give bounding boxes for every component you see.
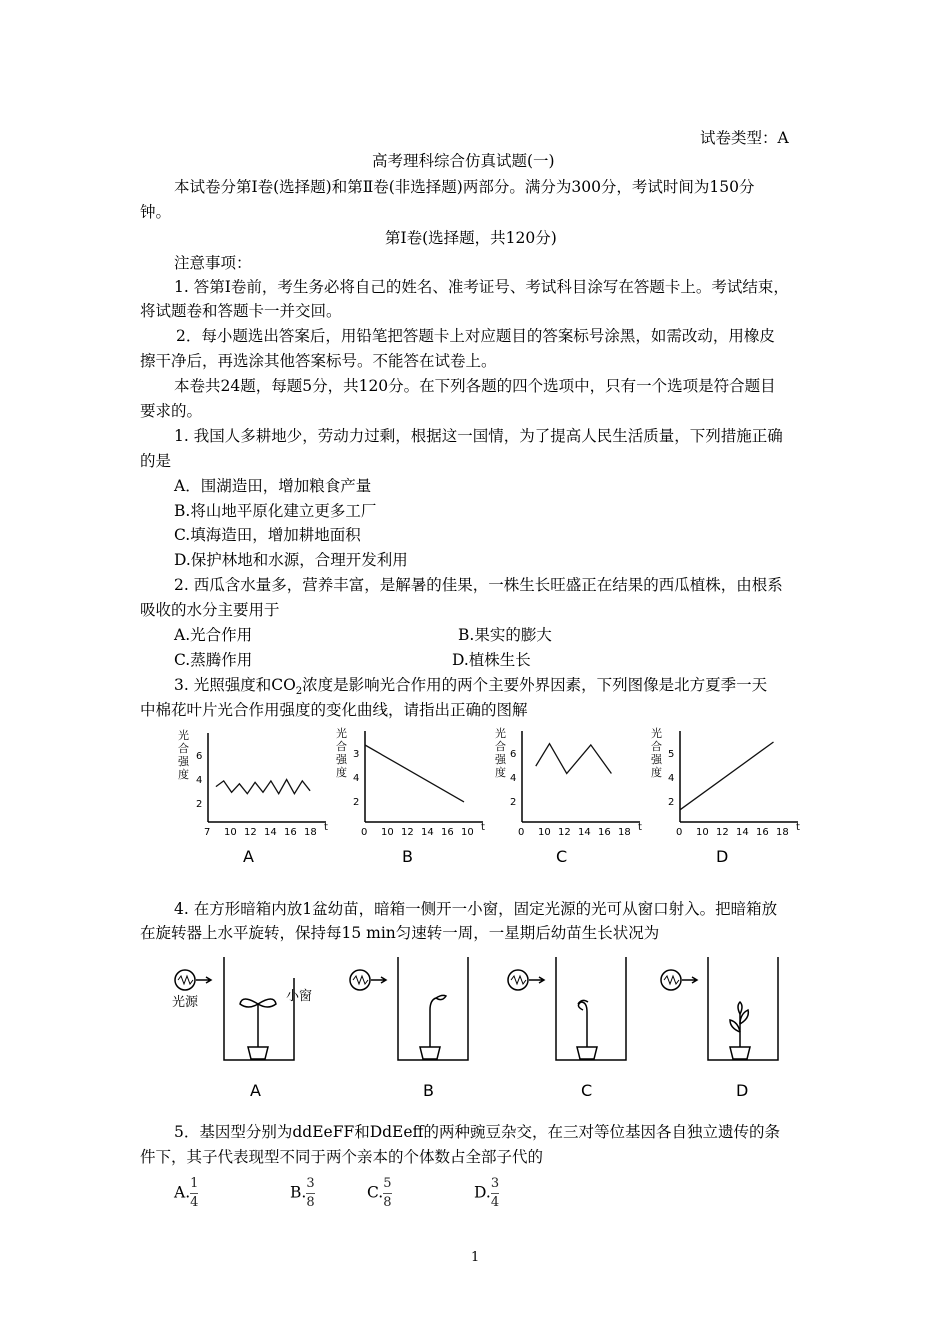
x-tick-label: 10 xyxy=(696,827,709,838)
note-3-line-2: 要求的。 xyxy=(140,402,203,420)
x-tick-label: 10 xyxy=(538,827,551,838)
q1-option-a: A．围湖造田，增加粮食产量 xyxy=(174,477,372,495)
chart-caption: B xyxy=(402,847,413,866)
intro-line-2: 钟。 xyxy=(140,203,172,221)
y-tick-label: 5 xyxy=(668,749,675,760)
x-tick-label: 10 xyxy=(381,827,394,838)
y-axis-label-char: 合 xyxy=(495,740,506,753)
q4-figure xyxy=(0,950,950,1100)
x-tick-label: 16 xyxy=(284,827,297,838)
y-axis-label-char: 度 xyxy=(178,768,189,781)
light-source-icon xyxy=(175,970,211,990)
fraction: $\frac{3}{4}$ xyxy=(490,1176,500,1210)
y-tick-label: 4 xyxy=(353,773,360,784)
q2-stem-1: 2. 西瓜含水量多，营养丰富，是解暑的佳果，一株生长旺盛正在结果的西瓜植株，由根系 xyxy=(174,576,783,594)
q2-stem-2: 吸收的水分主要用于 xyxy=(140,601,280,619)
y-tick-label: 2 xyxy=(668,797,675,808)
y-tick-label: 2 xyxy=(353,797,360,808)
seedling-icon xyxy=(577,1000,597,1059)
note-3-line-1: 本卷共24题，每题5分，共120分。在下列各题的四个选项中，只有一个选项是符合题目 xyxy=(174,377,776,395)
x-tick-label: 18 xyxy=(304,827,317,838)
x-axis-label: t xyxy=(481,822,485,833)
seedling-icon xyxy=(420,995,446,1059)
x-tick-label: 14 xyxy=(578,827,591,838)
x-tick-label: 12 xyxy=(558,827,571,838)
y-axis-label-char: 度 xyxy=(336,766,347,779)
x-tick-label: 12 xyxy=(716,827,729,838)
q1-option-c: C.填海造田，增加耕地面积 xyxy=(174,526,361,544)
chart-caption: C xyxy=(556,847,568,866)
paper-type: 试卷类型：A xyxy=(700,129,789,147)
y-tick-label: 4 xyxy=(510,773,517,784)
q2-option-a: A.光合作用 xyxy=(174,626,253,644)
q5-option-d: D. $\frac{3}{4}$ xyxy=(474,1176,500,1210)
notes-heading: 注意事项： xyxy=(174,254,252,272)
y-tick-label: 6 xyxy=(196,751,203,762)
y-axis-label-char: 度 xyxy=(651,766,662,779)
series-line xyxy=(216,780,310,794)
intro-line-1: 本试卷分第Ⅰ卷(选择题)和第Ⅱ卷(非选择题)两部分。满分为300分，考试时间为150分 xyxy=(174,178,755,196)
fraction: $\frac{5}{8}$ xyxy=(383,1176,392,1210)
x-tick-label: 7 xyxy=(204,827,211,838)
chart-caption: D xyxy=(716,847,729,866)
q5-stem-2: 件下，其子代表现型不同于两个亲本的个体数占全部子代的 xyxy=(140,1148,544,1166)
y-tick-label: 2 xyxy=(196,799,203,810)
section-title: 第Ⅰ卷(选择题，共120分) xyxy=(385,229,557,247)
page-title: 高考理科综合仿真试题(一) xyxy=(372,152,555,170)
x-tick-label: 0 xyxy=(676,827,683,838)
fraction: $\frac{1}{4}$ xyxy=(190,1176,199,1210)
x-axis-label: t xyxy=(324,822,328,833)
q2-option-d: D.植株生长 xyxy=(452,651,531,669)
x-axis-label: t xyxy=(638,822,642,833)
q1-stem-1: 1. 我国人多耕地少，劳动力过剩，根据这一国情，为了提高人民生活质量，下列措施正确 xyxy=(174,427,783,445)
x-tick-label: 14 xyxy=(264,827,277,838)
y-axis-label-char: 强 xyxy=(178,755,189,768)
y-tick-label: 4 xyxy=(196,775,203,786)
light-source-label: 光源 xyxy=(172,995,199,1010)
y-tick-label: 4 xyxy=(668,773,675,784)
q4-option-b xyxy=(350,957,468,1060)
q1-option-d: D.保护林地和水源，合理开发利用 xyxy=(174,551,408,569)
seedling-icon xyxy=(730,1002,750,1059)
x-tick-label: 14 xyxy=(736,827,749,838)
x-tick-label: 14 xyxy=(421,827,434,838)
y-axis-label-char: 光 xyxy=(651,727,662,740)
q3-stem-1: 3. 光照强度和$CO_2$浓度是影响光合作用的两个主要外界因素，下列图像是北方夏季一天 xyxy=(174,676,768,698)
y-tick-label: 6 xyxy=(510,749,517,760)
q1-option-b: B.将山地平原化建立更多工厂 xyxy=(174,502,377,520)
fraction: $\frac{3}{8}$ xyxy=(306,1176,315,1210)
x-tick-label: 16 xyxy=(756,827,769,838)
x-tick-label: 12 xyxy=(401,827,414,838)
page-number: 1 xyxy=(471,1250,480,1265)
y-tick-label: 2 xyxy=(510,797,517,808)
q2-option-c: C.蒸腾作用 xyxy=(174,651,253,669)
q4-stem-1: 4. 在方形暗箱内放1盆幼苗，暗箱一侧开一小窗，固定光源的光可从窗口射入。把暗箱放 xyxy=(174,900,778,918)
q4-caption-b: B xyxy=(423,1081,434,1100)
note-1-line-2: 将试题卷和答题卡一并交回。 xyxy=(140,302,342,320)
note-2-line-1: 2．每小题选出答案后，用铅笔把答题卡上对应题目的答案标号涂黑，如需改动，用橡皮 xyxy=(176,327,775,345)
q1-stem-2: 的是 xyxy=(140,452,172,470)
x-tick-label: 16 xyxy=(441,827,454,838)
q4-option-c xyxy=(508,957,626,1060)
q4-caption-d: D xyxy=(736,1081,749,1100)
x-tick-label: 18 xyxy=(776,827,789,838)
y-axis-label-char: 合 xyxy=(651,740,662,753)
x-axis-label: t xyxy=(796,822,800,833)
x-tick-label: 12 xyxy=(244,827,257,838)
series-line xyxy=(536,744,612,774)
x-tick-label: 10 xyxy=(461,827,474,838)
y-axis-label-char: 光 xyxy=(495,727,506,740)
x-tick-label: 0 xyxy=(361,827,368,838)
chart-caption: A xyxy=(243,847,254,866)
x-tick-label: 16 xyxy=(598,827,611,838)
q2-option-b: B.果实的膨大 xyxy=(458,626,552,644)
y-axis-label-char: 合 xyxy=(178,742,189,755)
series-line xyxy=(680,742,774,810)
q5-option-c: C. $\frac{5}{8}$ xyxy=(367,1176,392,1210)
y-tick-label: 3 xyxy=(353,749,360,760)
light-source-icon xyxy=(350,970,386,990)
x-tick-label: 18 xyxy=(618,827,631,838)
y-axis-label-char: 合 xyxy=(336,740,347,753)
q4-caption-c: C xyxy=(581,1081,593,1100)
q5-option-a: A. $\frac{1}{4}$ xyxy=(174,1176,199,1210)
y-axis-label-char: 强 xyxy=(336,753,347,766)
q4-option-d xyxy=(661,957,778,1060)
light-source-icon xyxy=(508,970,544,990)
q3-figure xyxy=(0,725,950,875)
q5-option-b: B. $\frac{3}{8}$ xyxy=(290,1176,315,1210)
x-tick-label: 10 xyxy=(224,827,237,838)
q4-caption-a: A xyxy=(250,1081,261,1100)
q5-stem-1: 5．基因型分别为ddEeFF和DdEeff的两种豌豆杂交，在三对等位基因各自独立遗传的条 xyxy=(174,1123,781,1141)
seedling-icon xyxy=(240,999,276,1059)
y-axis-label-char: 度 xyxy=(495,766,506,779)
x-tick-label: 0 xyxy=(518,827,525,838)
y-axis-label-char: 光 xyxy=(178,729,189,742)
series-line xyxy=(365,745,464,802)
q3-stem-2: 中棉花叶片光合作用强度的变化曲线，请指出正确的图解 xyxy=(140,701,528,719)
note-2-line-2: 擦干净后，再选涂其他答案标号。不能答在试卷上。 xyxy=(140,352,497,370)
y-axis-label-char: 强 xyxy=(495,753,506,766)
y-axis-label-char: 强 xyxy=(651,753,662,766)
y-axis-label-char: 光 xyxy=(336,727,347,740)
q4-stem-2: 在旋转器上水平旋转，保持每15 min匀速转一周，一星期后幼苗生长状况为 xyxy=(140,924,660,942)
note-1-line-1: 1. 答第Ⅰ卷前，考生务必将自己的姓名、准考证号、考试科目涂写在答题卡上。考试结束， xyxy=(174,278,789,296)
window-label: 小窗 xyxy=(286,989,313,1004)
light-source-icon xyxy=(661,970,697,990)
